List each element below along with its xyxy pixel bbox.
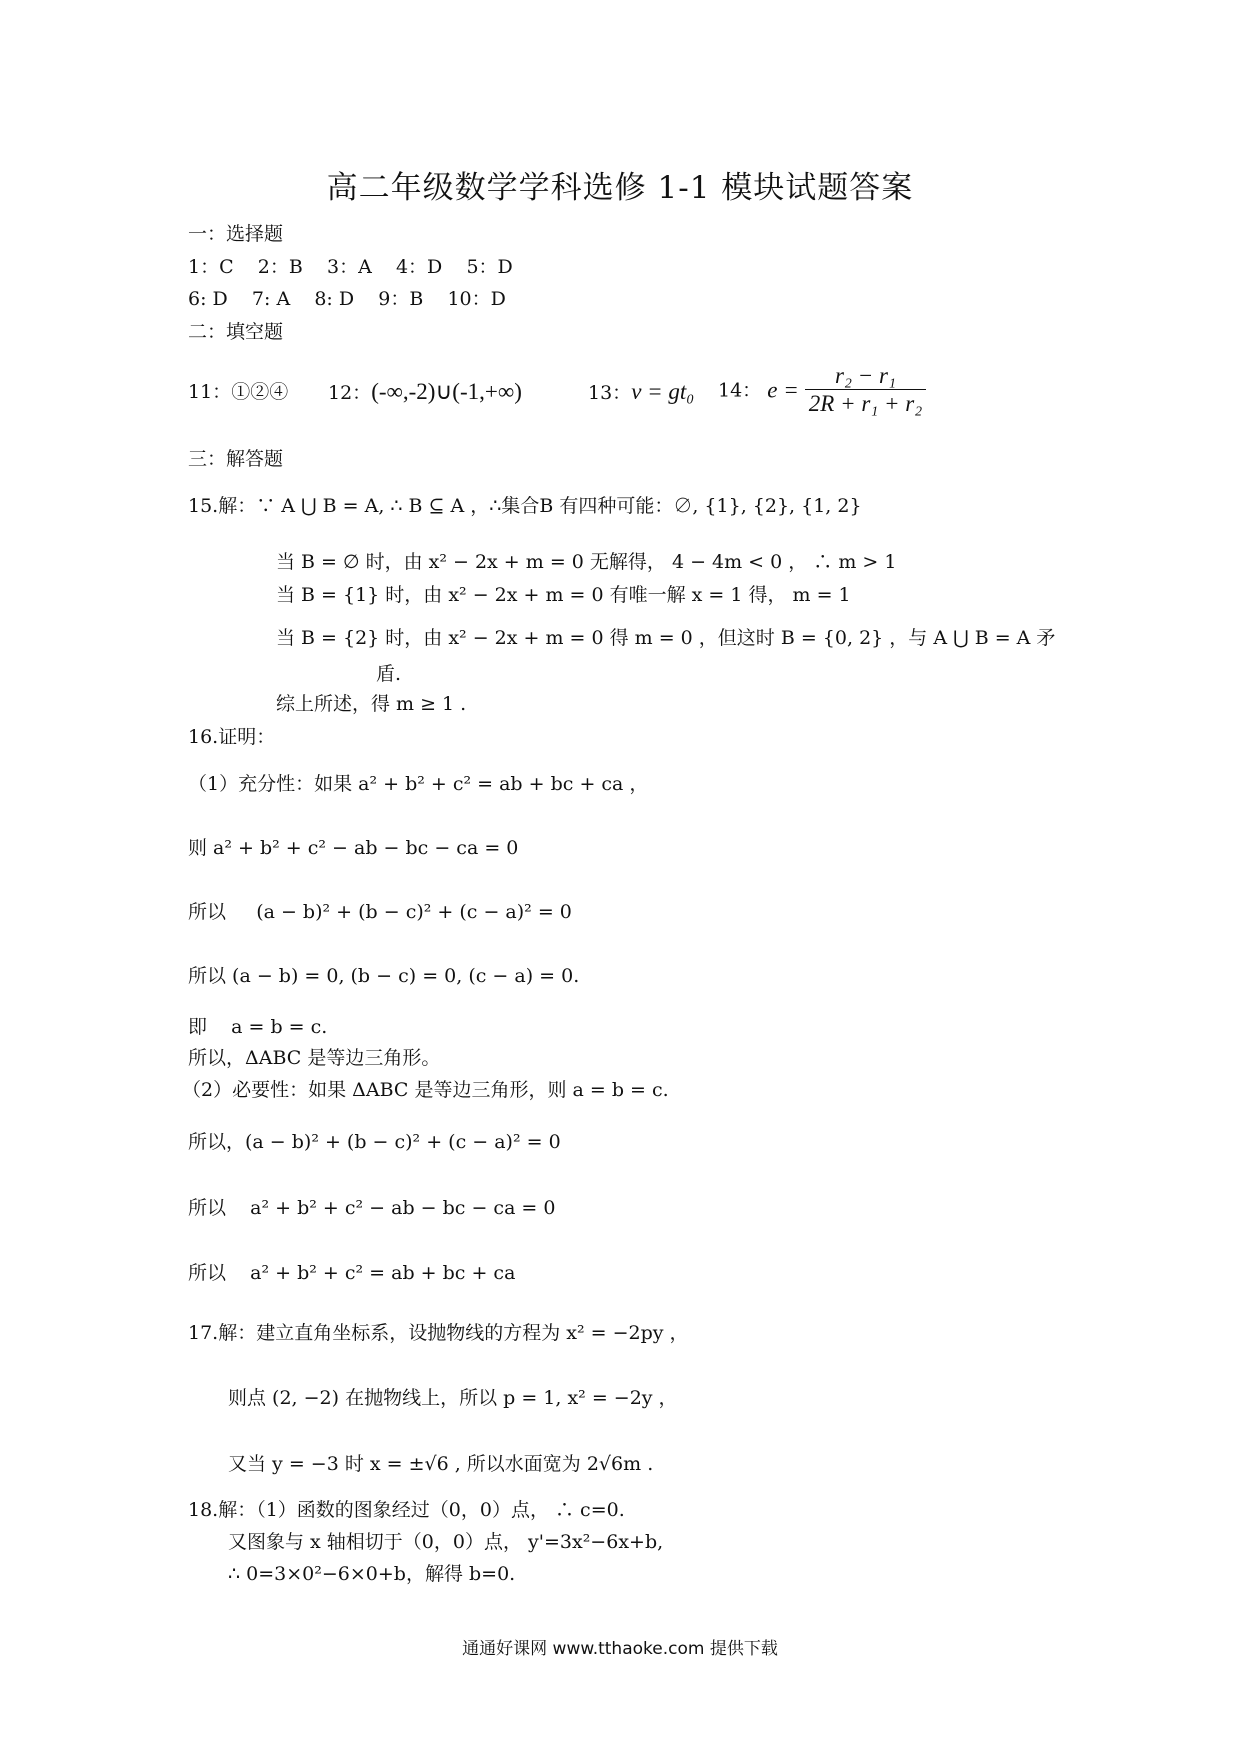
answer-12-label: 12： [328, 382, 372, 404]
fraction-numerator: r₂ − r₁ [805, 363, 926, 390]
q15-line1: 15.解：∵ A ⋃ B = A, ∴ B ⊆ A ，∴集合B 有四种可能：∅, {1}, {2}, {1, 2} [188, 495, 862, 517]
q17-line3: 又当 y = −3 时 x = ±√6 , 所以水面宽为 2√6m . [228, 1453, 654, 1475]
choice-answers-row1: 1：C 2：B 3：A 4：D 5：D [188, 256, 513, 278]
q16-line1: （1）充分性：如果 a² + b² + c² = ab + bc + ca ， [188, 773, 649, 795]
q18-line3: ∴ 0=3×0²−6×0+b，解得 b=0. [228, 1563, 516, 1585]
q16-line2: 则 a² + b² + c² − ab − bc − ca = 0 [188, 837, 519, 859]
q15-line4: 当 B = {2} 时，由 x² − 2x + m = 0 得 m = 0 ，但这时 B = {0, 2} ，与 A ⋃ B = A 矛 [276, 627, 1056, 649]
answer-11-label: 11： [188, 381, 232, 403]
q16-line9: 所以 a² + b² + c² − ab − bc − ca = 0 [188, 1197, 556, 1219]
q15-line6: 综上所述，得 m ≥ 1 . [276, 693, 467, 715]
fill-answer-11 [188, 380, 288, 404]
q16-line7: （2）必要性：如果 ΔABC 是等边三角形，则 a = b = c. [182, 1079, 669, 1101]
q18-line2: 又图象与 x 轴相切于（0，0）点， y'=3x²−6x+b, [228, 1531, 664, 1553]
footer-download-note: 通通好课网 www.tthaoke.com 提供下载 [462, 1639, 778, 1659]
section1-heading: 一：选择题 [188, 223, 284, 245]
q16-line8: 所以，(a − b)² + (b − c)² + (c − a)² = 0 [188, 1131, 561, 1153]
q18-line1: 18.解：（1）函数的图象经过（0，0）点， ∴ c=0. [188, 1499, 625, 1521]
answer-13-value: v = gt₀ [631, 379, 695, 404]
page-title: 高二年级数学学科选修 1-1 模块试题答案 [326, 170, 914, 206]
q16-line10: 所以 a² + b² + c² = ab + bc + ca [188, 1262, 516, 1284]
answer-13-label: 13： [588, 382, 632, 404]
q17-line2: 则点 (2, −2) 在抛物线上，所以 p = 1, x² = −2y ， [228, 1387, 678, 1409]
q17-line1: 17.解：建立直角坐标系，设抛物线的方程为 x² = −2py ， [188, 1322, 689, 1344]
q16-line6: 所以，ΔABC 是等边三角形。 [188, 1047, 441, 1069]
section2-heading: 二：填空题 [188, 321, 284, 343]
q16-line3: 所以 (a − b)² + (b − c)² + (c − a)² = 0 [188, 901, 572, 923]
choice-answers-row2: 6: D 7: A 8: D 9：B 10：D [188, 288, 506, 310]
section3-heading: 三：解答题 [188, 448, 284, 470]
q16-heading: 16.证明： [188, 726, 276, 748]
q16-line4: 所以 (a − b) = 0, (b − c) = 0, (c − a) = 0. [188, 965, 580, 987]
answer-12-value: (-∞,-2)∪(-1,+∞) [371, 379, 522, 404]
fill-answer-13 [588, 380, 694, 405]
q15-line5: 盾. [376, 663, 402, 685]
fill-answer-12 [328, 380, 522, 405]
answer-14-fraction [805, 363, 926, 418]
answer-11-value: ①②④ [231, 381, 289, 403]
fraction-denominator: 2R + r₁ + r₂ [808, 391, 923, 416]
answer-14-lhs: e = [767, 377, 799, 403]
q15-line3: 当 B = {1} 时，由 x² − 2x + m = 0 有唯一解 x = 1 得， m = 1 [276, 584, 851, 606]
q16-line5: 即 a = b = c. [188, 1016, 328, 1038]
answer-14-label: 14： [718, 379, 762, 402]
fill-answer-14 [718, 363, 926, 418]
q15-line2: 当 B = ∅ 时，由 x² − 2x + m = 0 无解得， 4 − 4m < 0 ， ∴ m > 1 [276, 551, 897, 573]
